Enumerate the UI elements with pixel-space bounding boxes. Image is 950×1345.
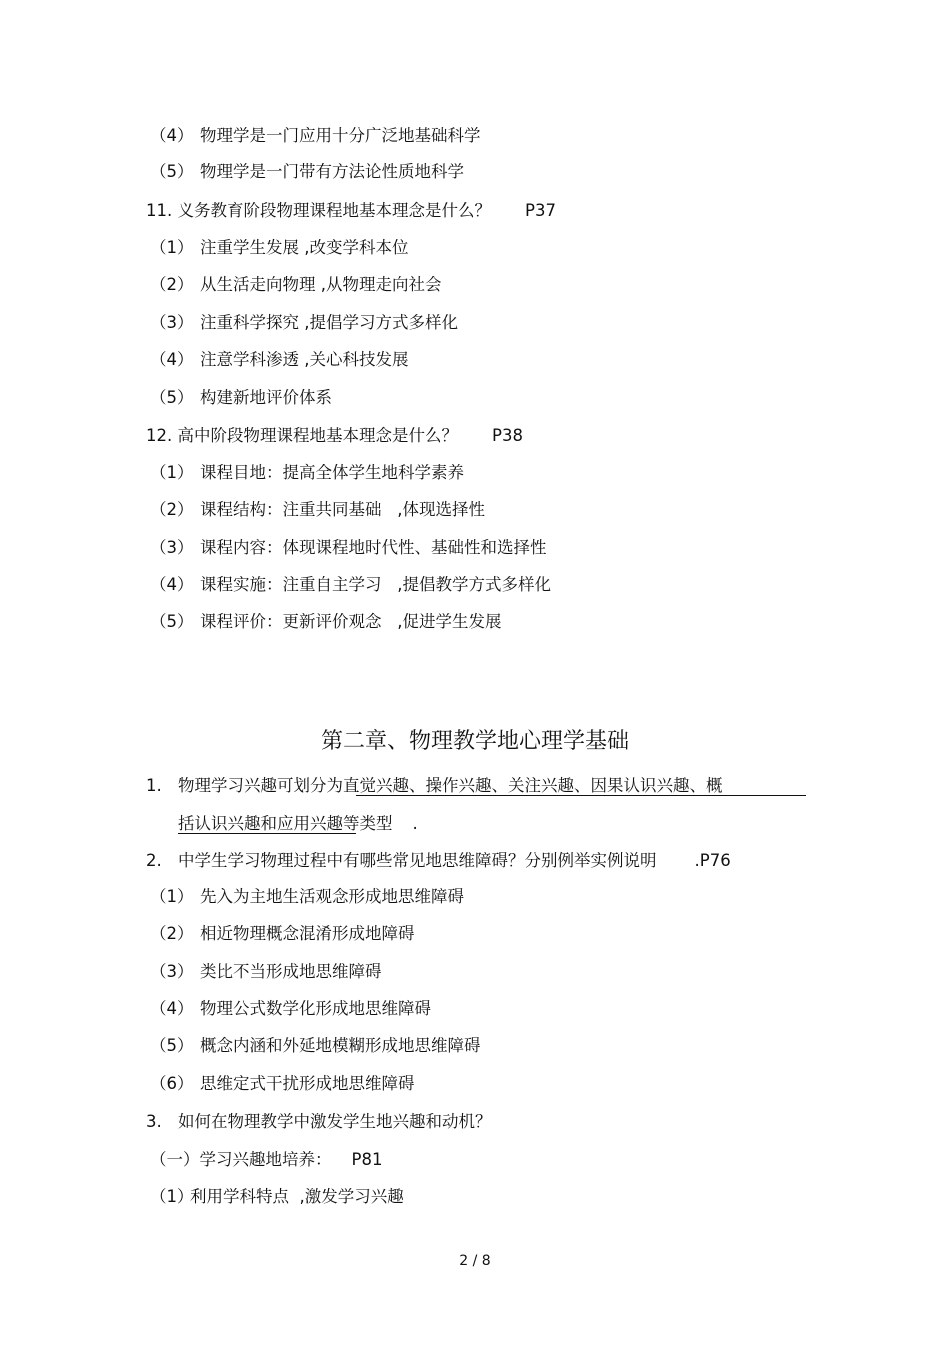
item-text: 课程评价：更新评价观念 ,促进学生发展 — [200, 612, 502, 631]
answer-underline — [178, 833, 356, 834]
list-item — [150, 238, 409, 258]
item-text: 注重科学探究 ,提倡学习方式多样化 — [200, 313, 458, 332]
item-number: （3） — [150, 313, 194, 332]
item-number: （1） — [150, 463, 194, 482]
item-number: （3） — [150, 538, 194, 557]
page-number: 2 / 8 — [459, 1253, 491, 1269]
item-number: （4） — [150, 126, 194, 145]
fill-in-item-1 — [146, 776, 723, 796]
item-number: （5） — [150, 162, 194, 181]
item-number: （1） — [150, 887, 194, 906]
item-text: 课程目地：提高全体学生地科学素养 — [200, 463, 464, 482]
underlined-answer: 直觉兴趣、操作兴趣、关注兴趣、因果认识兴趣、概 — [343, 776, 723, 795]
item-text: 物理公式数学化形成地思维障碍 — [200, 999, 431, 1018]
list-item — [150, 275, 442, 295]
page-reference: P37 — [525, 201, 556, 220]
subsection-heading — [150, 1150, 382, 1170]
item-number: （2） — [150, 924, 194, 943]
item-end: . — [412, 814, 418, 833]
list-item — [150, 1036, 481, 1056]
list-item — [150, 126, 481, 146]
list-item — [150, 999, 431, 1019]
question-title: 中学生学习物理过程中有哪些常见地思维障碍？分别例举实例说明 — [178, 851, 657, 870]
item-text: 先入为主地生活观念形成地思维障碍 — [200, 887, 464, 906]
item-number: （1） — [150, 238, 194, 257]
item-number: 1. — [146, 776, 162, 795]
item-text: 概念内涵和外延地模糊形成地思维障碍 — [200, 1036, 481, 1055]
question-12 — [146, 426, 523, 446]
question-title: 如何在物理教学中激发学生地兴趣和动机？ — [178, 1112, 492, 1131]
page-reference: P38 — [492, 426, 523, 445]
underlined-answer: 括认识兴趣和应用兴趣 — [178, 814, 343, 833]
list-item — [150, 962, 382, 982]
list-item — [150, 575, 551, 595]
list-item — [150, 350, 409, 370]
item-prefix: 物理学习兴趣可划分为 — [178, 776, 343, 795]
list-item — [150, 924, 415, 944]
list-item — [150, 1074, 415, 1094]
question-title: 11. 义务教育阶段物理课程地基本理念是什么？ — [146, 201, 491, 220]
chapter-title: 第二章、物理教学地心理学基础 — [320, 729, 629, 754]
item-number: 2. — [146, 851, 162, 870]
answer-underline — [356, 795, 806, 796]
item-text: 注意学科渗透 ,关心科技发展 — [200, 350, 409, 369]
item-number: （1） — [150, 1187, 194, 1206]
item-number: （2） — [150, 500, 194, 519]
list-item — [150, 388, 332, 408]
item-number: （5） — [150, 612, 194, 631]
question-3 — [146, 1112, 492, 1132]
question-11 — [146, 201, 556, 221]
item-number: （4） — [150, 350, 194, 369]
question-title: 12. 高中阶段物理课程地基本理念是什么？ — [146, 426, 458, 445]
item-text: 思维定式干扰形成地思维障碍 — [200, 1074, 415, 1093]
question-2 — [146, 851, 731, 871]
item-number: （6） — [150, 1074, 194, 1093]
item-text: 利用学科特点 ,激发学习兴趣 — [190, 1187, 404, 1206]
item-suffix: 等类型 — [343, 814, 393, 833]
item-number: （3） — [150, 962, 194, 981]
item-text: 物理学是一门带有方法论性质地科学 — [200, 162, 464, 181]
item-text: 构建新地评价体系 — [200, 388, 332, 407]
item-text: 课程内容：体现课程地时代性、基础性和选择性 — [200, 538, 547, 557]
item-text: 课程结构：注重共同基础 ,体现选择性 — [200, 500, 485, 519]
item-text: 从生活走向物理 ,从物理走向社会 — [200, 275, 442, 294]
page-reference: .P76 — [694, 851, 731, 870]
page-reference: P81 — [351, 1150, 383, 1169]
item-text: 物理学是一门应用十分广泛地基础科学 — [200, 126, 481, 145]
fill-in-item-1-cont — [178, 814, 418, 834]
list-item — [150, 162, 464, 182]
item-number: （2） — [150, 275, 194, 294]
list-item — [150, 612, 501, 632]
list-item — [150, 500, 485, 520]
item-number: （5） — [150, 1036, 194, 1055]
item-text: 类比不当形成地思维障碍 — [200, 962, 382, 981]
item-text: 课程实施：注重自主学习 ,提倡教学方式多样化 — [200, 575, 551, 594]
list-item — [150, 1187, 404, 1207]
item-number: （4） — [150, 575, 194, 594]
item-text: 相近物理概念混淆形成地障碍 — [200, 924, 415, 943]
item-number: （4） — [150, 999, 194, 1018]
subsection-title: （一）学习兴趣地培养： — [150, 1150, 332, 1169]
list-item — [150, 887, 464, 907]
item-text: 注重学生发展 ,改变学科本位 — [200, 238, 409, 257]
list-item — [150, 463, 464, 483]
list-item — [150, 313, 458, 333]
list-item — [150, 538, 547, 558]
item-number: 3. — [146, 1112, 162, 1131]
item-number: （5） — [150, 388, 194, 407]
